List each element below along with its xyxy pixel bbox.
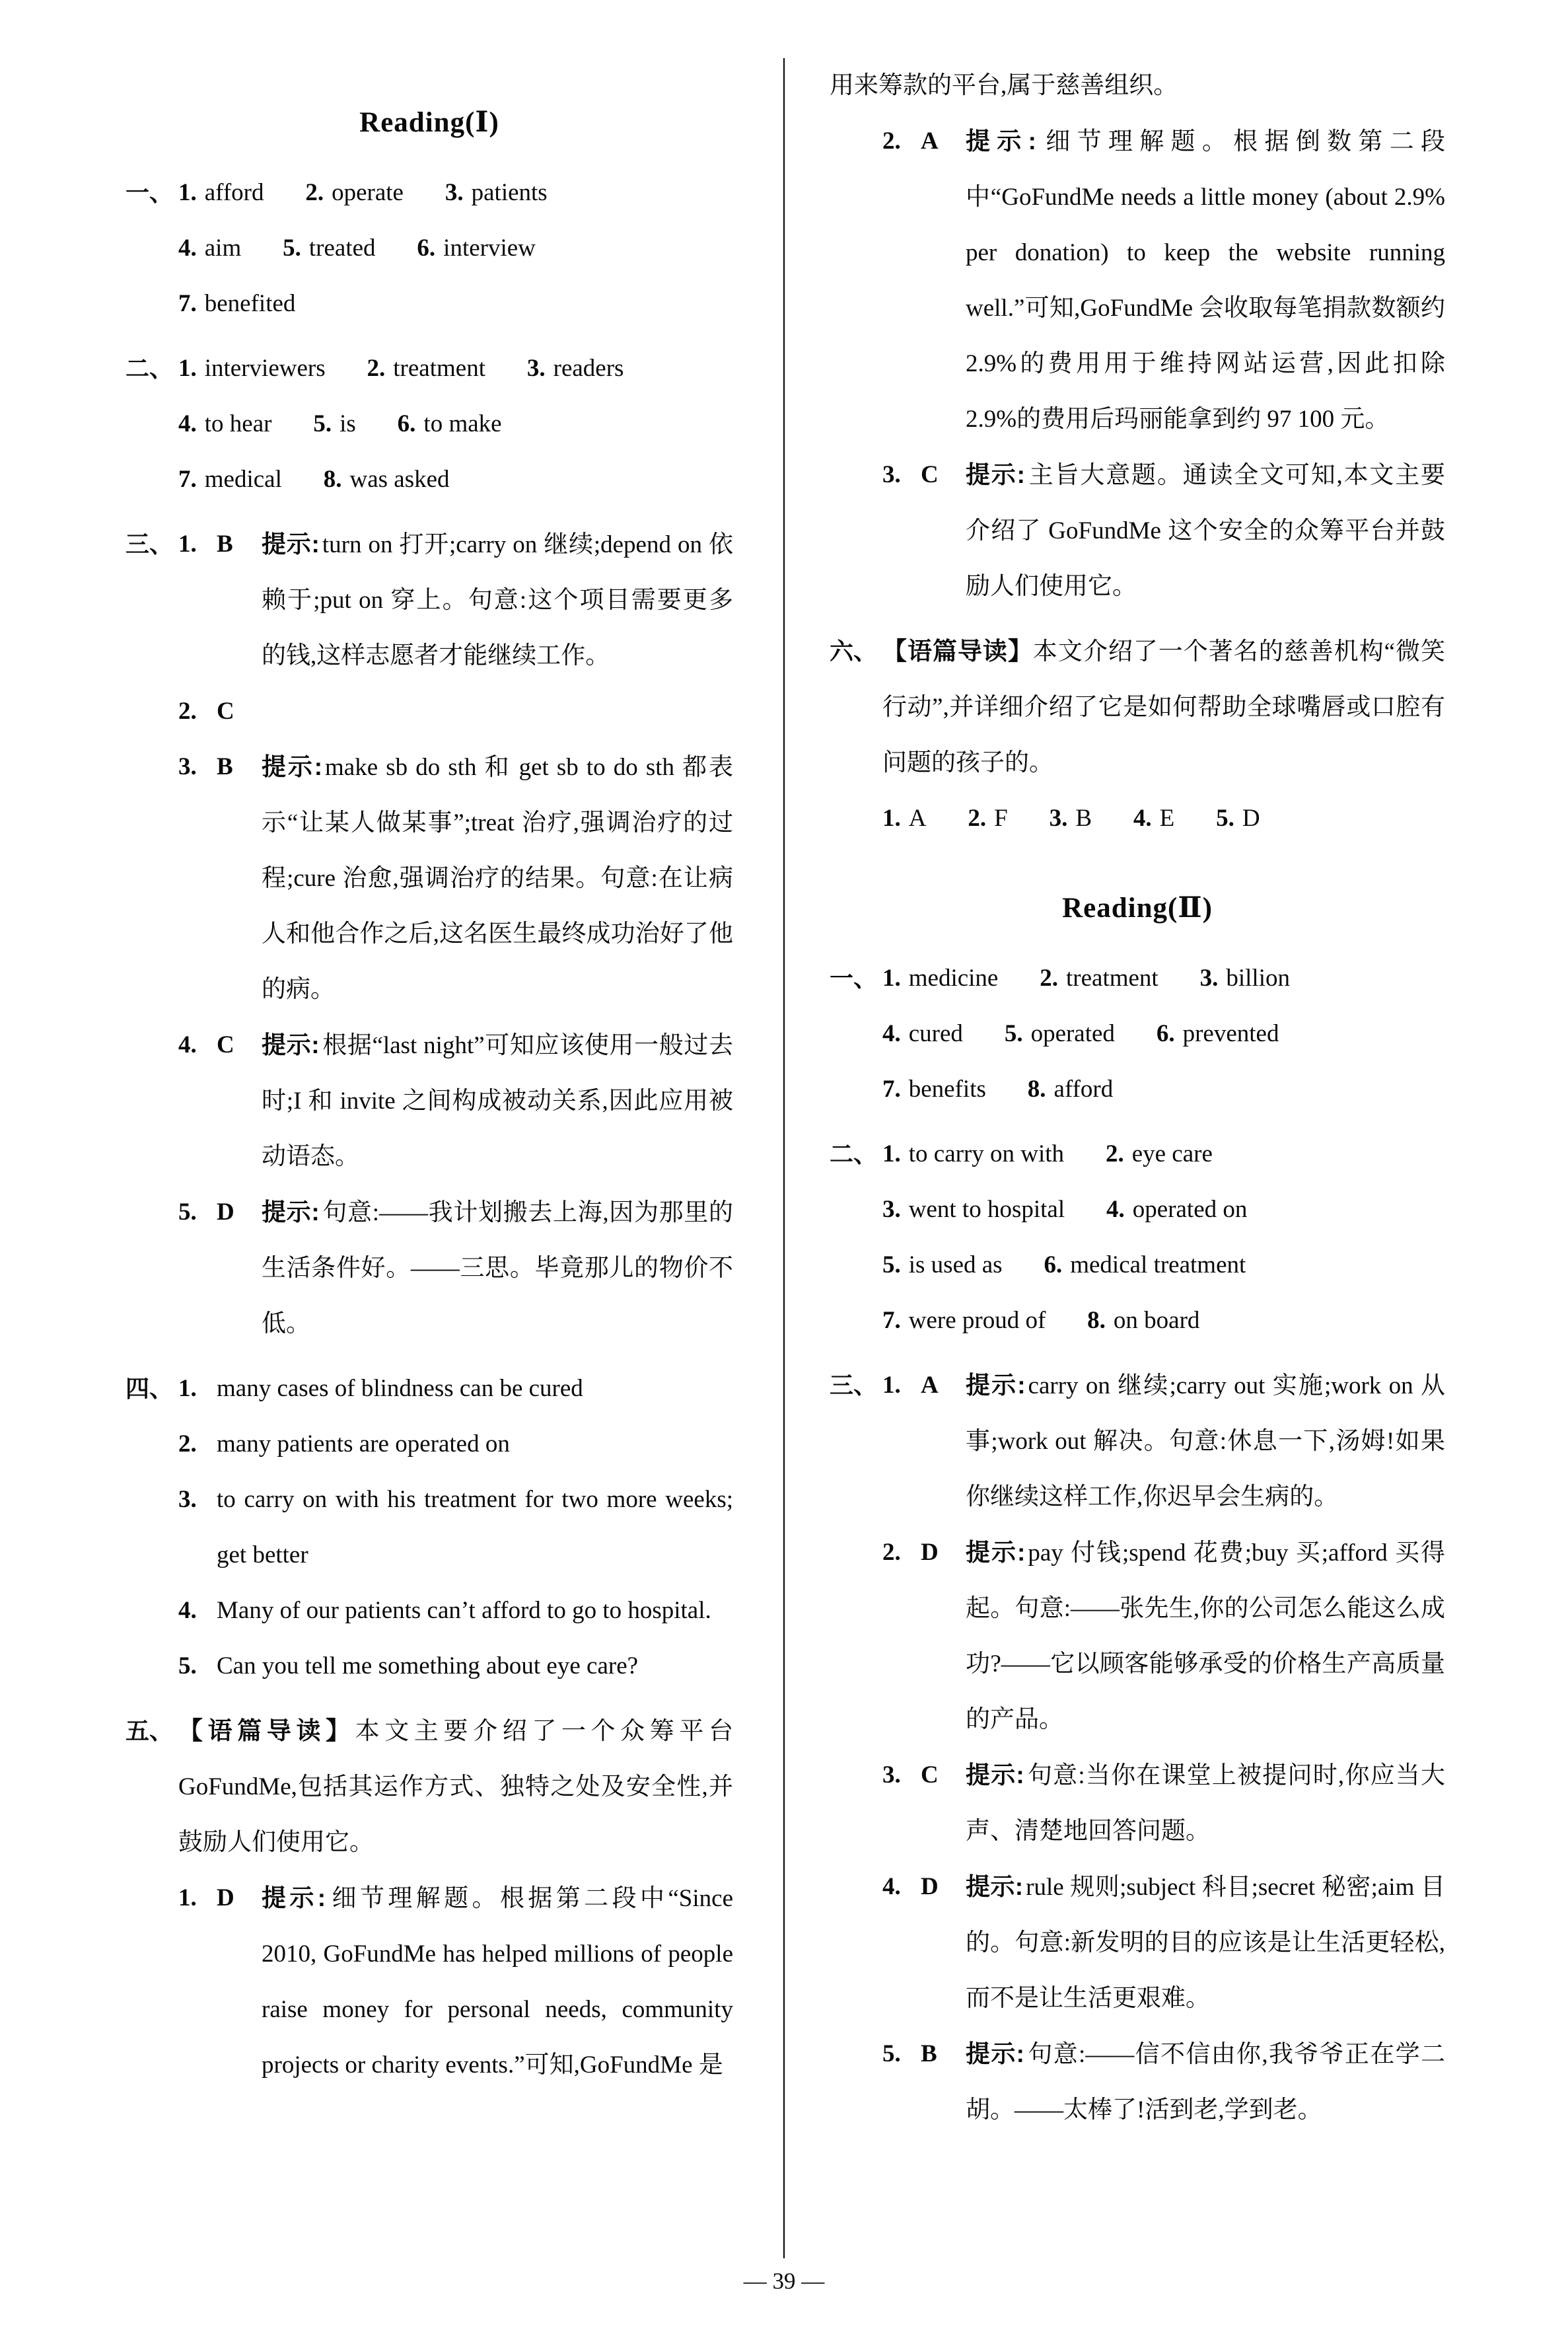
choice-letter: A bbox=[921, 1372, 939, 1399]
choice-letter: D bbox=[921, 1539, 939, 1566]
choice-item bbox=[882, 1748, 1445, 1859]
answer-line bbox=[882, 951, 1445, 1006]
explanation bbox=[966, 114, 1445, 447]
sentence-item bbox=[178, 1472, 733, 1583]
explanation bbox=[262, 1185, 733, 1352]
choice-item bbox=[882, 447, 1445, 614]
hint-text: 句意:——我计划搬去上海,因为那里的生活条件好。——三思。毕竟那儿的物价不低。 bbox=[262, 1199, 733, 1337]
explanation bbox=[966, 1748, 1445, 1859]
answer-number: 1. bbox=[178, 355, 197, 382]
hint-text: make sb do sth 和 get sb to do sth 都表示“让某人做某事”;treat 治疗,强调治疗的过程;cure 治愈,强调治疗的结果。句意:在让病人和他合作之后,这名医生最终成功治好了他的病。 bbox=[262, 754, 733, 1003]
column-left bbox=[125, 58, 733, 2147]
choice-letter: D bbox=[217, 1199, 234, 1226]
choice-item bbox=[882, 1358, 1445, 1525]
guide-text: 本文主要介绍了一个众筹平台GoFundMe,包括其运作方式、独特之处及安全性,并鼓励人们使用它。 bbox=[178, 1718, 734, 1856]
answer-item bbox=[178, 221, 241, 276]
answer-number: 8. bbox=[1027, 1076, 1046, 1103]
answer-text: patients bbox=[471, 179, 548, 206]
section-content bbox=[178, 1703, 733, 2093]
section-marker: 三、 bbox=[125, 531, 174, 558]
answer-text: to hear bbox=[204, 410, 272, 437]
answer-number: 8. bbox=[1087, 1307, 1106, 1334]
answer-item bbox=[1028, 1062, 1113, 1117]
answer-number: 5. bbox=[1216, 805, 1234, 832]
answer-item bbox=[1133, 791, 1174, 846]
answer-number: 3. bbox=[445, 179, 464, 206]
item-number: 5. bbox=[178, 1199, 197, 1226]
answer-text: medical treatment bbox=[1070, 1251, 1246, 1278]
answer-text: E bbox=[1159, 805, 1175, 832]
guide-paragraph bbox=[882, 624, 1445, 791]
section-content bbox=[882, 1126, 1445, 1348]
answer-number: 3. bbox=[1049, 805, 1068, 832]
answer-line bbox=[882, 1062, 1445, 1117]
answer-item bbox=[1106, 1126, 1213, 1182]
hint-text: 主旨大意题。通读全文可知,本文主要介绍了 GoFundMe 这个安全的众筹平台并鼓励人们使用它。 bbox=[966, 462, 1446, 600]
reading-title: Reading(Ⅱ) bbox=[1062, 893, 1213, 924]
choice-item bbox=[178, 739, 733, 1017]
answer-number: 6. bbox=[397, 410, 416, 437]
section-marker: 四、 bbox=[125, 1375, 174, 1402]
hint-label: 提示: bbox=[966, 1761, 1024, 1789]
answer-text: benefited bbox=[204, 290, 296, 317]
answer-item bbox=[882, 791, 926, 846]
answer-text: was asked bbox=[349, 466, 450, 493]
section-content bbox=[882, 114, 1445, 614]
answer-item bbox=[178, 276, 295, 332]
answer-item bbox=[1087, 1293, 1199, 1348]
hint-text: 细节理解题。根据倒数第二段中“GoFundMe needs a little money (about 2.9% per donation) to keep the website running well.”可知,GoFundMe 会收取每笔捐款数额约 2.9%的费用用于维持网站运营,因此扣除 2.9%的费用后玛丽能拿到约 97 100 元。 bbox=[966, 128, 1446, 433]
answer-text: afford bbox=[204, 179, 264, 206]
item-number: 2. bbox=[882, 1539, 901, 1566]
section-marker: 一、 bbox=[125, 179, 174, 206]
answer-number: 1. bbox=[882, 965, 901, 992]
answer-text: is bbox=[339, 410, 356, 437]
explanation bbox=[966, 1859, 1445, 2026]
section-content bbox=[882, 624, 1445, 846]
answer-number: 5. bbox=[1004, 1020, 1023, 1047]
answer-item bbox=[882, 1182, 1065, 1237]
item-number: 1. bbox=[178, 1884, 197, 1911]
hint-label: 提示: bbox=[966, 1873, 1024, 1900]
answer-line bbox=[178, 452, 733, 507]
explanation bbox=[262, 517, 733, 684]
answer-text: to make bbox=[423, 410, 502, 437]
answer-item bbox=[324, 452, 450, 507]
answer-item bbox=[968, 791, 1007, 846]
answer-text: interviewers bbox=[204, 355, 326, 382]
hint-label: 提示: bbox=[262, 1031, 320, 1058]
answer-text: A bbox=[908, 805, 927, 832]
hint-text: pay 付钱;spend 花费;buy 买;afford 买得起。句意:——张先生,你的公司怎么能这么成功?——它以顾客能够承受的价格生产高质量的产品。 bbox=[966, 1539, 1445, 1733]
answer-number: 1. bbox=[882, 1140, 901, 1167]
sentence-text: Can you tell me something about eye care? bbox=[217, 1652, 639, 1679]
hint-label: 提示: bbox=[966, 1372, 1026, 1399]
item-number: 5. bbox=[882, 2040, 901, 2067]
hint-label: 提示: bbox=[966, 461, 1025, 488]
answer-section bbox=[125, 1703, 733, 2093]
answer-text: on board bbox=[1113, 1307, 1200, 1334]
guide-label: 【语篇导读】 bbox=[178, 1717, 355, 1744]
hint-label: 提示: bbox=[966, 128, 1036, 155]
answer-text: F bbox=[994, 805, 1008, 832]
answer-text: D bbox=[1242, 805, 1260, 832]
answer-item bbox=[313, 396, 355, 452]
answer-number: 2. bbox=[367, 355, 386, 382]
item-number: 2. bbox=[882, 128, 901, 155]
answer-item bbox=[1044, 1237, 1246, 1293]
answer-number: 7. bbox=[882, 1307, 901, 1334]
answer-text: treated bbox=[308, 235, 376, 262]
item-number: 3. bbox=[882, 1761, 901, 1789]
choice-letter: C bbox=[217, 698, 234, 725]
answer-line bbox=[882, 1126, 1445, 1182]
hint-text: 句意:——信不信由你,我爷爷正在学二胡。——太棒了!活到老,学到老。 bbox=[966, 2041, 1446, 2123]
answer-number: 4. bbox=[882, 1020, 901, 1047]
answer-item bbox=[398, 396, 502, 452]
choice-item bbox=[178, 1185, 733, 1352]
answer-line bbox=[178, 221, 733, 276]
answer-item bbox=[1157, 1006, 1279, 1062]
answer-section bbox=[830, 1126, 1445, 1348]
explanation bbox=[966, 2026, 1445, 2138]
hint-text: 细节理解题。根据第二段中“Since 2010, GoFundMe has helped millions of people raise money for personal needs, community projects or charity events.”可知,GoFundMe 是 bbox=[262, 1885, 734, 2079]
answer-text: readers bbox=[553, 355, 624, 382]
answer-section bbox=[830, 951, 1445, 1117]
guide-text: 本文介绍了一个著名的慈善机构“微笑行动”,并详细介绍了它是如何帮助全球嘴唇或口腔有问题的孩子的。 bbox=[882, 638, 1446, 776]
guide-label: 【语篇导读】 bbox=[882, 638, 1033, 665]
answer-line bbox=[178, 165, 733, 221]
item-number: 2. bbox=[178, 1430, 197, 1458]
sentence-item bbox=[178, 1639, 733, 1694]
choice-letter: C bbox=[921, 1761, 939, 1789]
choice-letter: B bbox=[217, 531, 233, 558]
answer-item bbox=[445, 165, 548, 221]
hint-text: carry on 继续;carry out 实施;work on 从事;work out 解决。句意:休息一下,汤姆!如果你继续这样工作,你迟早会生病的。 bbox=[966, 1372, 1445, 1510]
explanation bbox=[966, 447, 1445, 614]
answer-text: B bbox=[1075, 805, 1092, 832]
answer-number: 3. bbox=[526, 355, 546, 382]
answer-item bbox=[1200, 951, 1290, 1006]
section-marker: 三、 bbox=[830, 1372, 878, 1399]
answer-number: 3. bbox=[1199, 965, 1219, 992]
choice-letter: C bbox=[217, 1031, 234, 1058]
answer-text: prevented bbox=[1182, 1020, 1279, 1047]
hint-label: 提示: bbox=[966, 1539, 1026, 1566]
answer-text: operated bbox=[1030, 1020, 1115, 1047]
answer-text: were proud of bbox=[908, 1307, 1046, 1334]
page-content bbox=[125, 58, 1445, 2147]
answer-item bbox=[882, 951, 998, 1006]
answer-item bbox=[417, 221, 535, 276]
answer-line bbox=[882, 791, 1445, 846]
answer-section bbox=[830, 624, 1445, 846]
hint-label: 提示: bbox=[262, 753, 323, 780]
answer-text: aim bbox=[204, 235, 242, 262]
explanation bbox=[262, 1870, 733, 2093]
answer-text: eye care bbox=[1131, 1140, 1213, 1167]
continuation-paragraph: 用来筹款的平台,属于慈善组织。 bbox=[830, 72, 1178, 99]
column-divider bbox=[783, 58, 785, 2258]
section-marker: 二、 bbox=[830, 1140, 878, 1167]
answer-item bbox=[1106, 1182, 1247, 1237]
answer-item bbox=[527, 341, 624, 396]
answer-text: treatment bbox=[1066, 965, 1158, 992]
answer-item bbox=[1040, 951, 1158, 1006]
item-number: 5. bbox=[178, 1652, 197, 1679]
choice-item bbox=[882, 114, 1445, 447]
explanation bbox=[262, 1017, 733, 1185]
answer-section bbox=[125, 341, 733, 507]
sentence-item bbox=[178, 1361, 733, 1417]
hint-label: 提示: bbox=[262, 531, 320, 558]
choice-letter: B bbox=[217, 753, 233, 780]
answer-item bbox=[882, 1293, 1046, 1348]
answer-text: medical bbox=[204, 466, 282, 493]
answer-line bbox=[178, 396, 733, 452]
sentence-text: many patients are operated on bbox=[217, 1430, 510, 1458]
choice-letter: C bbox=[921, 461, 939, 488]
answer-number: 5. bbox=[313, 410, 332, 437]
answer-line bbox=[882, 1237, 1445, 1293]
choice-letter: A bbox=[921, 128, 939, 155]
answer-item bbox=[1005, 1006, 1115, 1062]
answer-line bbox=[882, 1182, 1445, 1237]
section-marker: 二、 bbox=[125, 355, 174, 382]
explanation bbox=[262, 684, 733, 739]
answer-item bbox=[305, 165, 404, 221]
answer-number: 2. bbox=[1040, 965, 1058, 992]
section-marker: 五、 bbox=[125, 1717, 174, 1744]
answer-text: cured bbox=[908, 1020, 963, 1047]
answer-number: 4. bbox=[1106, 1196, 1125, 1223]
answer-number: 7. bbox=[178, 290, 197, 317]
reading-title: Reading(Ⅰ) bbox=[359, 107, 499, 138]
answer-text: operated on bbox=[1132, 1196, 1248, 1223]
page-footer bbox=[0, 2268, 1568, 2295]
answer-number: 6. bbox=[1044, 1251, 1063, 1278]
section-content bbox=[882, 951, 1445, 1117]
item-number: 3. bbox=[178, 753, 197, 780]
answer-item bbox=[1050, 791, 1092, 846]
choice-item bbox=[178, 517, 733, 684]
answer-text: benefits bbox=[908, 1076, 986, 1103]
answer-item bbox=[367, 341, 485, 396]
hint-label: 提示: bbox=[966, 2040, 1025, 2067]
choice-item bbox=[882, 1859, 1445, 2026]
answer-item bbox=[178, 165, 264, 221]
item-number: 3. bbox=[882, 461, 901, 488]
item-number: 4. bbox=[178, 1031, 197, 1058]
choice-item bbox=[178, 1017, 733, 1185]
section-content bbox=[178, 517, 733, 1352]
answer-section bbox=[830, 1358, 1445, 2138]
answer-item bbox=[178, 341, 326, 396]
explanation bbox=[966, 1525, 1445, 1748]
answer-number: 5. bbox=[882, 1251, 901, 1278]
answer-text: medicine bbox=[908, 965, 999, 992]
item-number: 4. bbox=[178, 1597, 197, 1624]
answer-item bbox=[178, 452, 282, 507]
answer-number: 8. bbox=[323, 466, 342, 493]
choice-letter: B bbox=[921, 2040, 937, 2067]
choice-letter: D bbox=[217, 1884, 234, 1911]
sentence-text: Many of our patients can’t afford to go to hospital. bbox=[217, 1597, 711, 1624]
hint-text: 根据“last night”可知应该使用一般过去时;I 和 invite 之间构成被动关系,因此应用被动语态。 bbox=[262, 1032, 733, 1170]
answer-number: 1. bbox=[178, 179, 197, 206]
answer-number: 2. bbox=[1105, 1140, 1124, 1167]
answer-item bbox=[882, 1126, 1064, 1182]
answer-section bbox=[125, 517, 733, 1352]
answer-number: 4. bbox=[178, 410, 197, 437]
hint-text: turn on 打开;carry on 继续;depend on 依赖于;put on 穿上。句意:这个项目需要更多的钱,这样志愿者才能继续工作。 bbox=[262, 531, 733, 669]
answer-text: treatment bbox=[393, 355, 485, 382]
answer-section bbox=[830, 114, 1445, 614]
answer-number: 5. bbox=[283, 235, 301, 262]
section-marker: 六、 bbox=[830, 638, 878, 665]
column-right bbox=[830, 58, 1445, 2147]
hint-label: 提示: bbox=[262, 1199, 320, 1226]
choice-item bbox=[882, 2026, 1445, 2138]
choice-letter: D bbox=[921, 1873, 939, 1900]
answer-text: billion bbox=[1226, 965, 1290, 992]
section-content bbox=[178, 1361, 733, 1694]
answer-line bbox=[178, 276, 733, 332]
answer-number: 4. bbox=[1133, 805, 1152, 832]
answer-text: is used as bbox=[908, 1251, 1003, 1278]
hint-text: rule 规则;subject 科目;secret 秘密;aim 目的。句意:新发明的目的应该是让生活更轻松,而不是让生活更艰难。 bbox=[966, 1874, 1445, 2012]
answer-text: operate bbox=[332, 179, 404, 206]
choice-item bbox=[882, 1525, 1445, 1748]
sentence-item bbox=[178, 1417, 733, 1472]
hint-label: 提示: bbox=[262, 1884, 326, 1911]
explanation bbox=[966, 1358, 1445, 1525]
answer-line bbox=[882, 1006, 1445, 1062]
answer-number: 6. bbox=[417, 235, 436, 262]
answer-item bbox=[283, 221, 375, 276]
choice-item bbox=[178, 1870, 733, 2093]
item-number: 1. bbox=[178, 531, 197, 558]
answer-text: to carry on with bbox=[908, 1140, 1065, 1167]
answer-number: 2. bbox=[968, 805, 987, 832]
answer-text: interview bbox=[443, 235, 536, 262]
section-marker: 一、 bbox=[830, 965, 878, 992]
section-content bbox=[178, 165, 733, 332]
answer-text: went to hospital bbox=[908, 1196, 1065, 1223]
answer-line bbox=[178, 341, 733, 396]
item-number: 1. bbox=[882, 1372, 901, 1399]
sentence-text: many cases of blindness can be cured bbox=[217, 1375, 583, 1402]
answer-item bbox=[882, 1237, 1003, 1293]
answer-item bbox=[882, 1006, 963, 1062]
answer-line bbox=[882, 1293, 1445, 1348]
answer-section bbox=[125, 165, 733, 332]
explanation bbox=[262, 739, 733, 1017]
sentence-text: to carry on with his treatment for two more weeks; get better bbox=[217, 1486, 733, 1568]
item-number: 2. bbox=[178, 698, 197, 725]
answer-item bbox=[178, 396, 271, 452]
answer-text: afford bbox=[1053, 1076, 1114, 1103]
choice-item bbox=[178, 684, 733, 739]
section-content bbox=[178, 341, 733, 507]
item-number: 4. bbox=[882, 1873, 901, 1900]
item-number: 3. bbox=[178, 1486, 197, 1513]
guide-paragraph bbox=[178, 1703, 733, 1870]
answer-number: 2. bbox=[305, 179, 324, 206]
answer-number: 3. bbox=[882, 1196, 901, 1223]
answer-number: 1. bbox=[882, 805, 901, 832]
page-number: — 39 — bbox=[743, 2268, 825, 2294]
answer-number: 4. bbox=[178, 235, 197, 262]
answer-number: 6. bbox=[1156, 1020, 1175, 1047]
section-marker bbox=[830, 114, 882, 614]
item-number: 1. bbox=[178, 1375, 197, 1402]
answer-item bbox=[1216, 791, 1260, 846]
section-content bbox=[882, 1358, 1445, 2138]
answer-number: 7. bbox=[882, 1076, 901, 1103]
sentence-item bbox=[178, 1583, 733, 1639]
hint-text: 句意:当你在课堂上被提问时,你应当大声、清楚地回答问题。 bbox=[966, 1762, 1446, 1845]
answer-item bbox=[882, 1062, 986, 1117]
answer-section bbox=[125, 1361, 733, 1694]
answer-number: 7. bbox=[178, 466, 197, 493]
